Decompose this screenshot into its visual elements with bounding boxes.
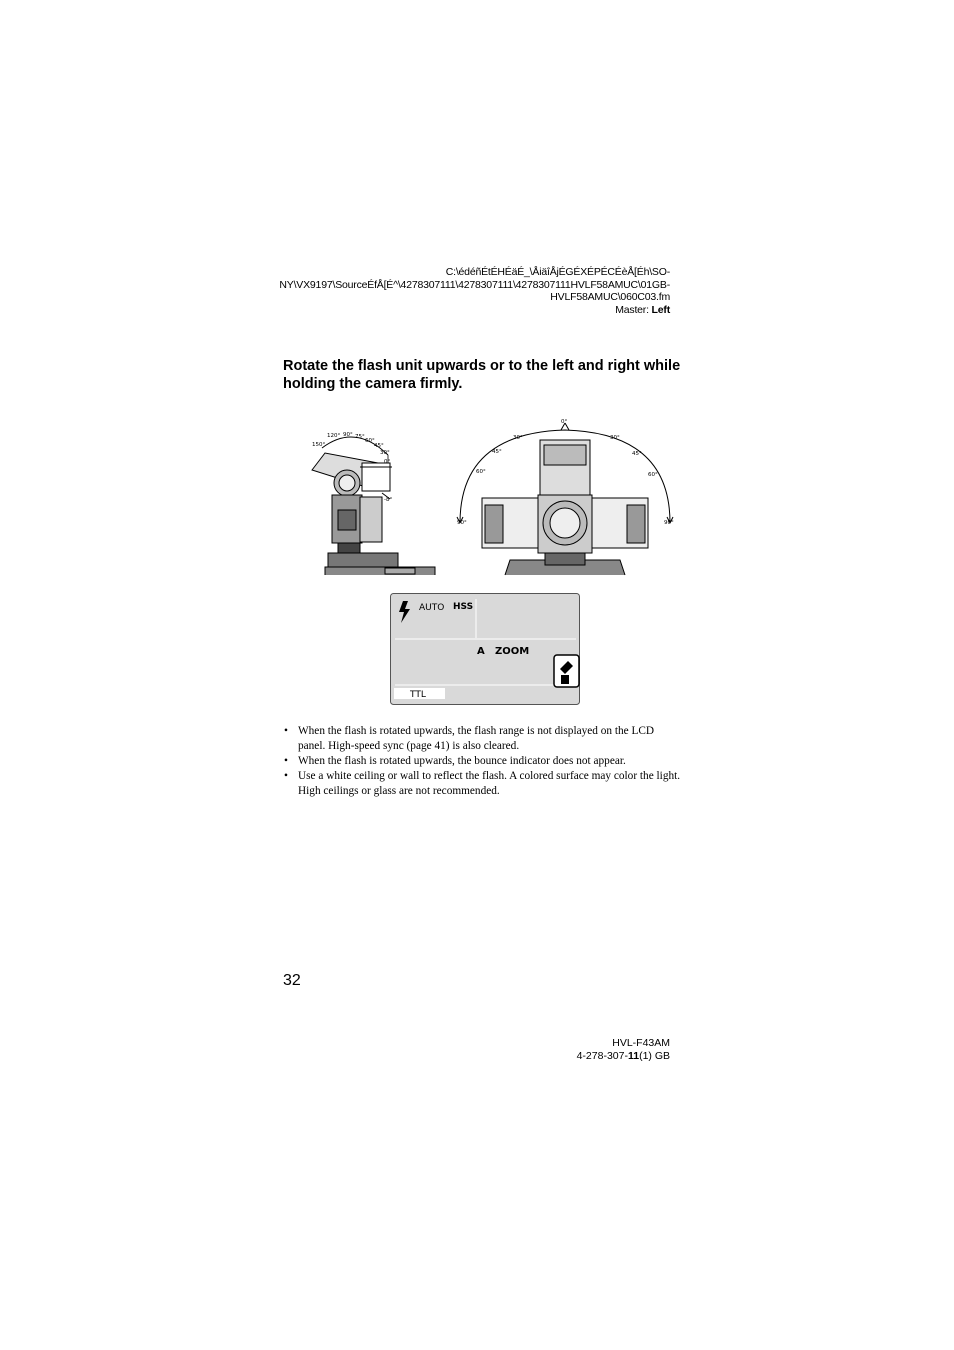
lcd-zoom-mode: A: [477, 646, 485, 657]
angle-label: 60°: [476, 469, 486, 475]
angle-label: 30°: [513, 435, 523, 441]
lcd-zoom: ZOOM: [495, 646, 530, 657]
lcd-ttl: TTL: [410, 690, 426, 700]
list-item: • Use a white ceiling or wall to reflect the flash. A colored surface may color the light. High ceilings or glass are not recommended.: [284, 770, 681, 797]
master-line: [250, 304, 670, 317]
angle-label: 0°: [561, 419, 568, 425]
section-heading: Rotate the flash unit upwards or to the left and right while holding the camera firmly.: [283, 358, 681, 392]
master-label: Master:: [615, 303, 652, 316]
angle-label: 45°: [492, 449, 502, 455]
flash-tilt-illustration: [300, 415, 445, 580]
master-value: Left: [651, 303, 670, 316]
page-number: 32: [283, 972, 301, 989]
angle-label: 90°: [457, 520, 467, 526]
angle-label: 30°: [610, 435, 620, 441]
angle-label: 120°: [327, 433, 341, 439]
part-number: 4-278-307-11(1) GB: [576, 1049, 670, 1062]
angle-label: 75°: [355, 434, 365, 440]
path-line-2: NY\VX9197\SourceÉfÅ[É^\4278307111\4278307111\4278307111HVLF58AMUC\01GB-: [279, 278, 670, 291]
flash-rotate-illustration: [450, 415, 680, 580]
path-line-3: HVLF58AMUC\060C03.fm: [550, 291, 670, 303]
lcd-panel: [390, 593, 581, 706]
footer-codes: [370, 1037, 670, 1062]
list-item: • When the flash is rotated upwards, the flash range is not displayed on the LCD panel. High-speed sync (page 41) is also cleared.: [284, 725, 655, 752]
angle-label: 60°: [365, 438, 375, 444]
angle-label: 60°: [648, 472, 658, 478]
lcd-hss: HSS: [453, 602, 474, 612]
angle-label: 90°: [664, 520, 674, 526]
angle-label: 0°: [384, 459, 391, 465]
note-text: When the flash is rotated upwards, the bounce indicator does not appear.: [298, 755, 626, 767]
list-item: • When the flash is rotated upwards, the bounce indicator does not appear.: [284, 755, 626, 767]
notes-list: [283, 724, 683, 799]
angle-label: 45°: [374, 443, 384, 449]
note-text: When the flash is rotated upwards, the flash range is not displayed on the LCD panel. High-speed sync (page 41) is also cleared.: [298, 725, 655, 752]
bounce-indicator-icon: [554, 655, 579, 687]
angle-label: 90°: [343, 432, 353, 438]
lcd-auto: AUTO: [419, 603, 445, 613]
path-line-1: C:\édéñÉtÉHÉäÉ_\ÅiäîÅjÉGÉXÉPÉCÉèÅ[Éh\SO-: [445, 266, 670, 278]
angle-label: -8°: [384, 497, 393, 503]
angle-label: 45°: [632, 451, 642, 457]
file-path-header: [250, 266, 670, 316]
angle-label: 150°: [312, 442, 326, 448]
model-number: HVL-F43AM: [612, 1037, 670, 1049]
angle-label: 30°: [380, 450, 390, 456]
note-text: Use a white ceiling or wall to reflect the flash. A colored surface may color the light. High ceilings or glass are not recommended.: [298, 770, 681, 797]
